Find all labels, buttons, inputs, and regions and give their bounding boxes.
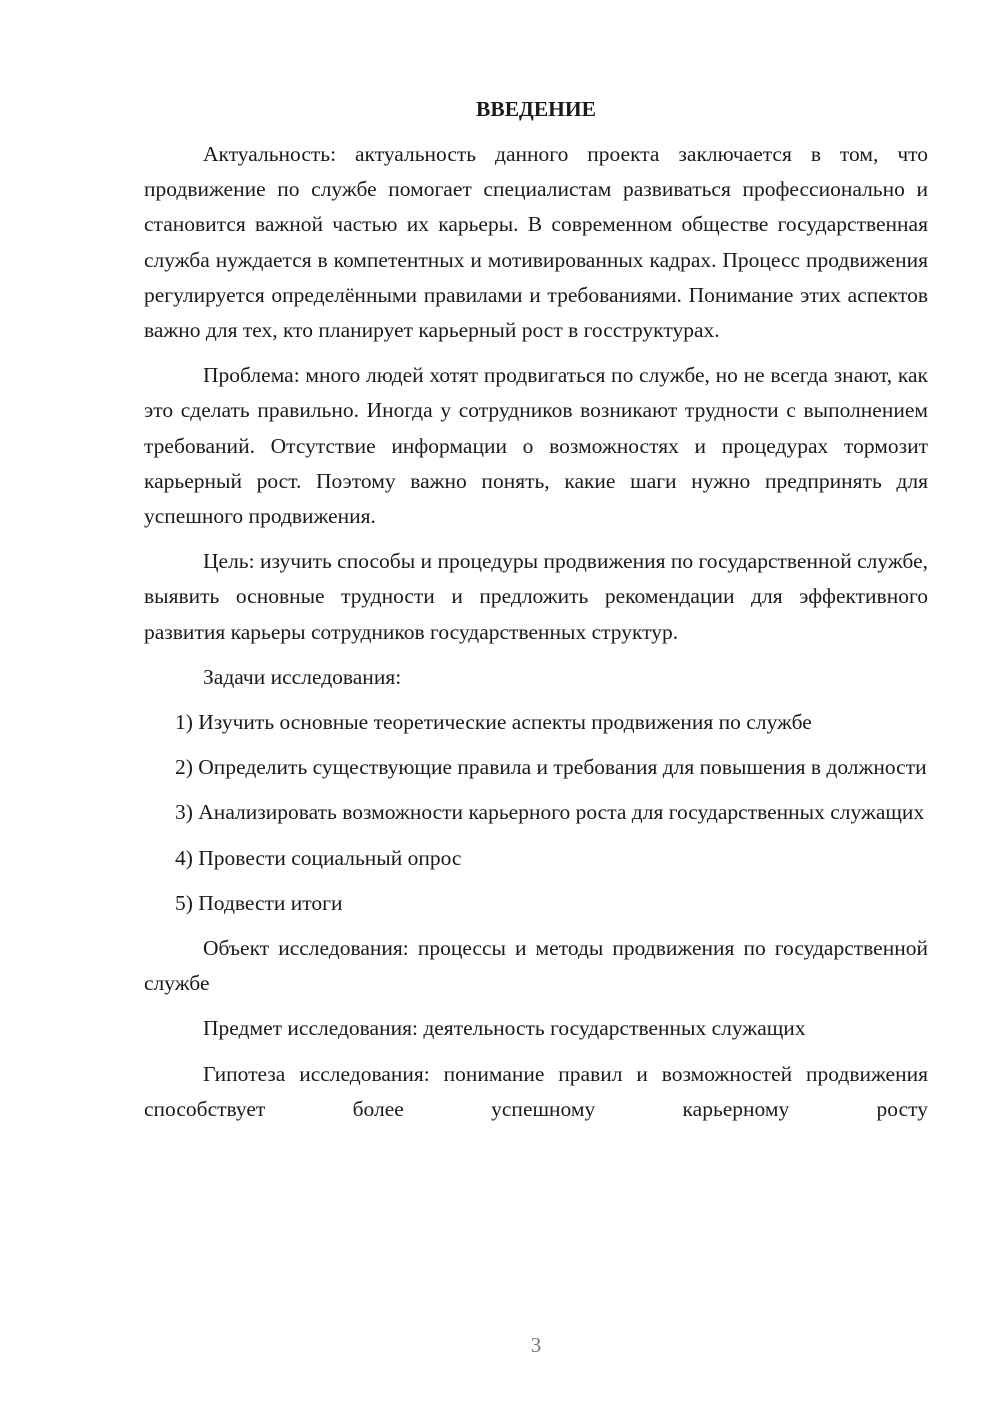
section-heading: ВВЕДЕНИЕ	[476, 97, 596, 121]
tasks-heading: Задачи исследования:	[203, 664, 402, 689]
task-item-2: 2) Определить существующие правила и требования для повышения в должности	[175, 755, 927, 780]
document-page	[144, 92, 928, 1127]
task-item-4: 4) Провести социальный опрос	[175, 845, 462, 870]
hypothesis-paragraph: Гипотеза исследования: понимание правил и возможностей продвижения способствует более успешному карьерному росту	[144, 1061, 928, 1121]
task-item-1: 1) Изучить основные теоретические аспекты продвижения по службе	[175, 710, 812, 735]
problem-paragraph: Проблема: много людей хотят продвигаться по службе, но не всегда знают, как это сделать правильно. Иногда у сотрудников возникают трудности с выполнением требований. Отсутствие информации о возможностях и процедурах тормозит карьерный рост. Поэтому важно понять, какие шаги нужно предпринять для успешного продвижения.	[144, 363, 928, 529]
task-item-5: 5) Подвести итоги	[175, 890, 343, 915]
goal-paragraph: Цель: изучить способы и процедуры продвижения по государственной службе, выявить основные трудности и предложить рекомендации для эффективного развития карьеры сотрудников государственных структур.	[144, 549, 928, 644]
page-number: 3	[530, 1333, 542, 1357]
task-item-3: 3) Анализировать возможности карьерного роста для государственных служащих	[175, 800, 925, 825]
object-paragraph: Объект исследования: процессы и методы продвижения по государственной службе	[144, 936, 928, 996]
relevance-paragraph: Актуальность: актуальность данного проекта заключается в том, что продвижение по службе помогает специалистам развиваться профессионально и становится важной частью их карьеры. В современном обществе государственная служба нуждается в компетентных и мотивированных кадрах. Процесс продвижения регулируется определёнными правилами и требованиями. Понимание этих аспектов важно для тех, кто планирует карьерный рост в госструктурах.	[144, 142, 928, 343]
subject-paragraph: Предмет исследования: деятельность государственных служащих	[203, 1016, 806, 1041]
